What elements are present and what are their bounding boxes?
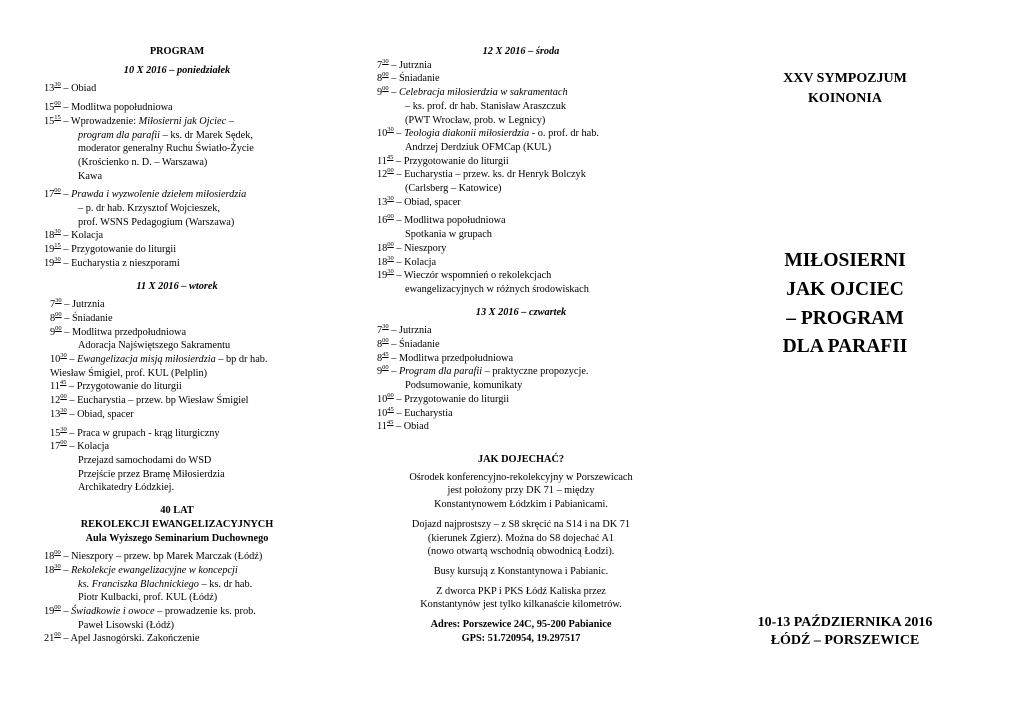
schedule-reko	[44, 550, 310, 646]
item-text: – ks. prof. dr hab. Stanisław Araszczuk	[405, 100, 566, 112]
time-minutes: 00	[54, 549, 61, 557]
item-text: –	[60, 564, 72, 576]
time: $13^{30}$	[44, 81, 61, 95]
section-heading: REKOLEKCJI EWANGELIZACYJNYCH	[80, 518, 274, 530]
item-text: moderator generalny Ruchu Światło-Życie	[78, 143, 254, 155]
directions-paragraph	[399, 518, 643, 559]
item-text: – Śniadanie	[61, 312, 113, 324]
time: $21^{00}$	[44, 631, 61, 645]
time-minutes: 45	[386, 153, 394, 161]
date-line: 10-13 PAŹDZIERNIKA 2016	[757, 615, 933, 630]
item-text: – Eucharystia – przew. bp Wiesław Śmigiel	[66, 395, 249, 407]
item-text: Kawa	[78, 170, 103, 182]
symposium-title	[700, 69, 990, 109]
item-text: Archikatedry Łódzkiej.	[78, 482, 175, 494]
schedule-line	[371, 379, 643, 393]
time-minutes: 30	[60, 352, 67, 360]
item-text: ewangelizacyjnych w różnych środowiskach	[405, 283, 589, 295]
item-text: – Kolacja	[393, 256, 437, 268]
time-minutes: 15	[54, 242, 61, 250]
time-minutes: 30	[54, 81, 61, 89]
directions-line: (kierunek Zgierz). Można do S8 dojechać A1	[427, 532, 615, 544]
schedule-line	[44, 298, 310, 312]
time: $15^{15}$	[44, 113, 61, 127]
title-line: MIŁOSIERNI	[784, 250, 906, 271]
schedule-line	[371, 338, 643, 352]
time-minutes: 30	[60, 425, 67, 433]
time: $8^{00}$	[377, 337, 389, 351]
directions-line: Konstantynów jest tylko kilkanaście kilometrów.	[420, 599, 622, 611]
directions-line: Dojazd najprostszy – z S8 skręcić na S14 i na DK 71	[411, 518, 631, 530]
time: $7^{30}$	[50, 297, 62, 311]
main-title	[700, 247, 990, 362]
item-text: – Przygotowanie do liturgii	[60, 244, 177, 256]
item-text: – p. dr hab. Krzysztof Wojcieszek,	[78, 203, 220, 215]
directions-line: Ośrodek konferencyjno-rekolekcyjny w Porszewicach	[409, 471, 633, 483]
schedule-line	[44, 427, 310, 441]
time-minutes: 30	[54, 228, 61, 236]
directions-line: (nowo otwartą wschodnią obwodnicą Łodzi).	[427, 546, 615, 558]
schedule-line	[44, 170, 310, 184]
schedule-line	[44, 578, 310, 592]
time: $7^{30}$	[377, 57, 389, 71]
day-heading: 12 X 2016 – środa	[482, 46, 560, 57]
schedule-line	[44, 440, 310, 454]
directions-line: Konstantynowem Łódzkim i Pabianicami.	[434, 499, 608, 511]
item-title: program dla parafii	[78, 129, 161, 141]
time: $9^{00}$	[377, 364, 389, 378]
schedule-line	[44, 257, 310, 271]
title-line: – PROGRAM	[786, 307, 904, 329]
item-text: – Przygotowanie do liturgii	[393, 393, 510, 405]
directions-paragraph	[399, 565, 643, 579]
item-text: prof. WSNS Pedagogium (Warszawa)	[78, 216, 235, 228]
schedule-line	[371, 100, 643, 114]
item-text: – Śniadanie	[388, 73, 440, 85]
schedule-line	[371, 127, 643, 141]
time-minutes: 30	[382, 323, 389, 331]
schedule-line	[371, 242, 643, 256]
schedule-line	[371, 352, 643, 366]
time-minutes: 00	[54, 187, 61, 195]
schedule-line	[371, 407, 643, 421]
time: $16^{00}$	[377, 213, 394, 227]
time: $12^{00}$	[50, 393, 67, 407]
time-minutes: 00	[387, 240, 394, 248]
item-text: Paweł Lisowski (Łódź)	[78, 619, 175, 631]
time-minutes: 00	[382, 71, 389, 79]
symposium-line: XXV SYMPOZJUM	[783, 71, 907, 86]
item-title: Teologia diakonii miłosierdzia	[404, 128, 530, 140]
item-text: – Nieszpory – przew. bp Marek Marczak (Łódź)	[60, 551, 263, 563]
time: $10^{30}$	[50, 352, 67, 366]
time-minutes: 45	[387, 405, 394, 413]
schedule-line	[371, 283, 643, 297]
schedule-line	[44, 188, 310, 202]
schedule-line	[44, 564, 310, 578]
symposium-line: KOINONIA	[808, 91, 882, 106]
schedule-line	[44, 312, 310, 326]
item-title: Świadkowie i owoce	[71, 606, 155, 618]
time: $19^{30}$	[377, 268, 394, 282]
schedule-line	[44, 367, 310, 381]
item-text: – ks. dr hab.	[198, 578, 253, 590]
schedule-line	[371, 420, 643, 434]
item-text: (PWT Wrocław, prob. w Legnicy)	[405, 114, 546, 126]
schedule-line	[44, 605, 310, 619]
schedule-line	[371, 72, 643, 86]
time: $15^{00}$	[44, 100, 61, 114]
item-text: – Obiad	[393, 421, 429, 433]
schedule-line	[44, 468, 310, 482]
schedule-line	[44, 82, 310, 96]
schedule-line	[44, 339, 310, 353]
time: $19^{15}$	[44, 242, 61, 256]
item-text: – Obiad, spacer	[66, 408, 134, 420]
time-minutes: 00	[54, 604, 61, 612]
schedule-line	[44, 202, 310, 216]
day-heading: 13 X 2016 – czwartek	[475, 306, 567, 318]
schedule-line	[44, 380, 310, 394]
time: $19^{00}$	[44, 604, 61, 618]
schedule-line	[44, 550, 310, 564]
schedule-line	[371, 214, 643, 228]
item-text: – Obiad	[60, 83, 97, 95]
item-title: Celebracja miłosierdzia w sakramentach	[398, 87, 568, 99]
time: $13^{30}$	[50, 406, 67, 420]
event-dates	[700, 614, 990, 650]
time-minutes: 00	[382, 85, 389, 93]
time-minutes: 30	[387, 126, 394, 134]
column-left	[44, 45, 310, 646]
schedule-line	[44, 142, 310, 156]
schedule-line	[44, 394, 310, 408]
item-text: – Praca w grupach - krąg liturgiczny	[66, 427, 220, 439]
item-text: Podsumowanie, komunikaty	[405, 380, 523, 392]
item-text: – Kolacja	[66, 441, 110, 453]
schedule-day4	[371, 324, 643, 434]
time: $18^{30}$	[44, 228, 61, 242]
item-title: Miłosierni jak Ojciec –	[138, 115, 234, 127]
schedule-line	[44, 619, 310, 633]
schedule-line	[371, 365, 643, 379]
time-minutes: 00	[55, 310, 62, 318]
time: $18^{30}$	[377, 254, 394, 268]
directions-line: Busy kursują z Konstantynowa i Pabianic.	[433, 565, 609, 577]
column-middle	[371, 45, 643, 645]
item-text: – Apel Jasnogórski. Zakończenie	[60, 633, 200, 645]
item-text: – Jutrznia	[388, 59, 432, 71]
schedule-line	[44, 326, 310, 340]
item-text: –	[60, 189, 72, 201]
directions-line: jest położony przy DK 71 – między	[447, 485, 595, 497]
time: $10^{00}$	[377, 391, 394, 405]
time-minutes: 30	[387, 254, 394, 262]
schedule-line	[44, 156, 310, 170]
time: $8^{45}$	[377, 350, 389, 364]
item-title: Ewangelizacja misją miłosierdzia	[77, 354, 216, 366]
time: $13^{30}$	[377, 194, 394, 208]
directions-line: Z dworca PKP i PKS Łódź Kaliska przez	[436, 585, 606, 597]
item-text: – Kolacja	[60, 230, 104, 242]
schedule-day3	[371, 59, 643, 297]
item-text: – Modlitwa popołudniowa	[60, 102, 173, 114]
item-text: (Krościenko n. D. – Warszawa)	[78, 156, 208, 168]
schedule-line	[371, 228, 643, 242]
time: $9^{00}$	[377, 85, 389, 99]
item-text: Przejazd samochodami do WSD	[78, 454, 212, 466]
directions-heading: JAK DOJECHAĆ?	[477, 453, 565, 465]
schedule-line	[44, 353, 310, 367]
item-text: – prowadzenie ks. prob.	[154, 606, 256, 618]
schedule-line	[371, 196, 643, 210]
schedule-day1	[44, 82, 310, 270]
time-minutes: 30	[60, 406, 67, 414]
item-title: Program dla parafii	[398, 366, 483, 378]
item-text: Spotkania w grupach	[405, 229, 492, 241]
time-minutes: 00	[54, 631, 61, 639]
item-text: –	[388, 87, 399, 99]
schedule-line	[371, 269, 643, 283]
time: $18^{30}$	[44, 562, 61, 576]
time: $19^{30}$	[44, 255, 61, 269]
item-text: –	[66, 354, 78, 366]
item-text: (Carlsberg – Katowice)	[405, 183, 502, 195]
schedule-line	[371, 59, 643, 73]
item-title: Prawda i wyzwolenie dziełem miłosierdzia	[71, 189, 247, 201]
item-text: – Wieczór wspomnień o rekolekcjach	[393, 270, 552, 282]
item-text: Wiesław Śmigiel, prof. KUL (Pelplin)	[50, 367, 208, 379]
time: $11^{45}$	[50, 379, 67, 393]
program-heading: PROGRAM	[149, 46, 205, 57]
schedule-line	[371, 141, 643, 155]
time-minutes: 30	[54, 255, 61, 263]
time-minutes: 15	[54, 113, 61, 121]
time-minutes: 00	[60, 439, 67, 447]
time-minutes: 00	[54, 100, 61, 108]
time-minutes: 30	[54, 562, 61, 570]
time-minutes: 30	[387, 194, 394, 202]
item-text: – Śniadanie	[388, 339, 440, 351]
item-text: – ks. dr Marek Sędek,	[160, 129, 253, 141]
time: $9^{00}$	[50, 324, 62, 338]
item-text: Andrzej Derdziuk OFMCap (KUL)	[405, 141, 552, 153]
schedule-line	[371, 393, 643, 407]
schedule-line	[44, 129, 310, 143]
time: $7^{30}$	[377, 323, 389, 337]
schedule-line	[371, 86, 643, 100]
item-text: – Modlitwa popołudniowa	[393, 215, 506, 227]
time: $17^{00}$	[50, 439, 67, 453]
schedule-line	[371, 155, 643, 169]
time: $11^{45}$	[377, 419, 394, 433]
item-title: Rekolekcje ewangelizacyjne w koncepcji	[71, 564, 238, 576]
item-text: – Przygotowanie do liturgii	[66, 381, 182, 393]
item-text: – Eucharystia z nieszporami	[60, 257, 180, 269]
schedule-line	[44, 101, 310, 115]
title-line: DLA PARAFII	[782, 336, 908, 358]
item-text: – Modlitwa przedpołudniowa	[61, 326, 187, 338]
time: $18^{00}$	[44, 549, 61, 563]
time-minutes: 45	[386, 419, 394, 427]
item-text: Piotr Kulbacki, prof. KUL (Łódź)	[78, 592, 218, 604]
item-text: – Nieszpory	[393, 242, 447, 254]
time-minutes: 00	[387, 213, 394, 221]
item-text: –	[393, 128, 405, 140]
title-line: JAK OJCIEC	[786, 278, 904, 300]
time: $10^{30}$	[377, 126, 394, 140]
item-title: ks. Franciszka Blachnickiego	[78, 578, 199, 590]
time: $11^{45}$	[377, 153, 394, 167]
item-text: – Eucharystia	[393, 407, 453, 419]
item-text: – Eucharystia – przew. ks. dr Henryk Bolczyk	[393, 169, 586, 181]
item-text: – Modlitwa przedpołudniowa	[388, 352, 514, 364]
schedule-line	[44, 591, 310, 605]
day-heading: 11 X 2016 – wtorek	[136, 280, 218, 292]
section-heading: 40 LAT	[160, 505, 194, 517]
time: $17^{00}$	[44, 187, 61, 201]
item-text: – Jutrznia	[61, 299, 105, 311]
time: $18^{00}$	[377, 240, 394, 254]
time: $8^{00}$	[377, 71, 389, 85]
time: $15^{30}$	[50, 425, 67, 439]
time: $8^{00}$	[50, 310, 62, 324]
schedule-line	[371, 114, 643, 128]
time-minutes: 00	[60, 393, 67, 401]
item-text: - o. prof. dr hab.	[529, 128, 599, 140]
schedule-line	[371, 256, 643, 270]
address: Adres: Porszewice 24C, 95-200 Pabianice	[430, 619, 612, 631]
directions-paragraph	[399, 471, 643, 512]
schedule-day2	[44, 298, 310, 495]
time: $10^{45}$	[377, 405, 394, 419]
item-text: –	[388, 366, 399, 378]
schedule-line	[371, 168, 643, 182]
time-minutes: 00	[387, 167, 394, 175]
item-text: – praktyczne propozycje.	[482, 366, 589, 378]
time-minutes: 00	[55, 324, 62, 332]
schedule-line	[44, 481, 310, 495]
place-line: ŁÓDŹ – PORSZEWICE	[770, 633, 920, 648]
section-subheading: Aula Wyższego Seminarium Duchownego	[85, 532, 269, 544]
item-text: – Obiad, spacer	[393, 196, 461, 208]
item-text: Adoracja Najświętszego Sakramentu	[78, 340, 231, 352]
time-minutes: 45	[59, 379, 67, 387]
item-text: Przejście przez Bramę Miłosierdzia	[78, 468, 225, 480]
schedule-line	[44, 229, 310, 243]
item-text: – Przygotowanie do liturgii	[393, 155, 509, 167]
schedule-line	[44, 454, 310, 468]
schedule-line	[44, 632, 310, 646]
schedule-line	[371, 324, 643, 338]
item-text: – Jutrznia	[388, 325, 432, 337]
item-text: –	[60, 606, 72, 618]
directions-text	[371, 471, 643, 646]
schedule-line	[44, 408, 310, 422]
time: $12^{00}$	[377, 167, 394, 181]
directions-paragraph	[399, 585, 643, 612]
time-minutes: 00	[387, 391, 394, 399]
gps: GPS: 51.720954, 19.297517	[461, 632, 581, 644]
schedule-line	[44, 243, 310, 257]
schedule-line	[371, 182, 643, 196]
schedule-line	[44, 216, 310, 230]
item-text: – bp dr hab.	[215, 354, 268, 366]
time-minutes: 30	[382, 57, 389, 65]
day-heading: 10 X 2016 – poniedziałek	[123, 64, 231, 76]
schedule-line	[44, 115, 310, 129]
time-minutes: 45	[382, 350, 389, 358]
time-minutes: 00	[382, 364, 389, 372]
time-minutes: 30	[55, 297, 62, 305]
item-text: – Wprowadzenie:	[60, 115, 139, 127]
time-minutes: 30	[387, 268, 394, 276]
time-minutes: 00	[382, 337, 389, 345]
